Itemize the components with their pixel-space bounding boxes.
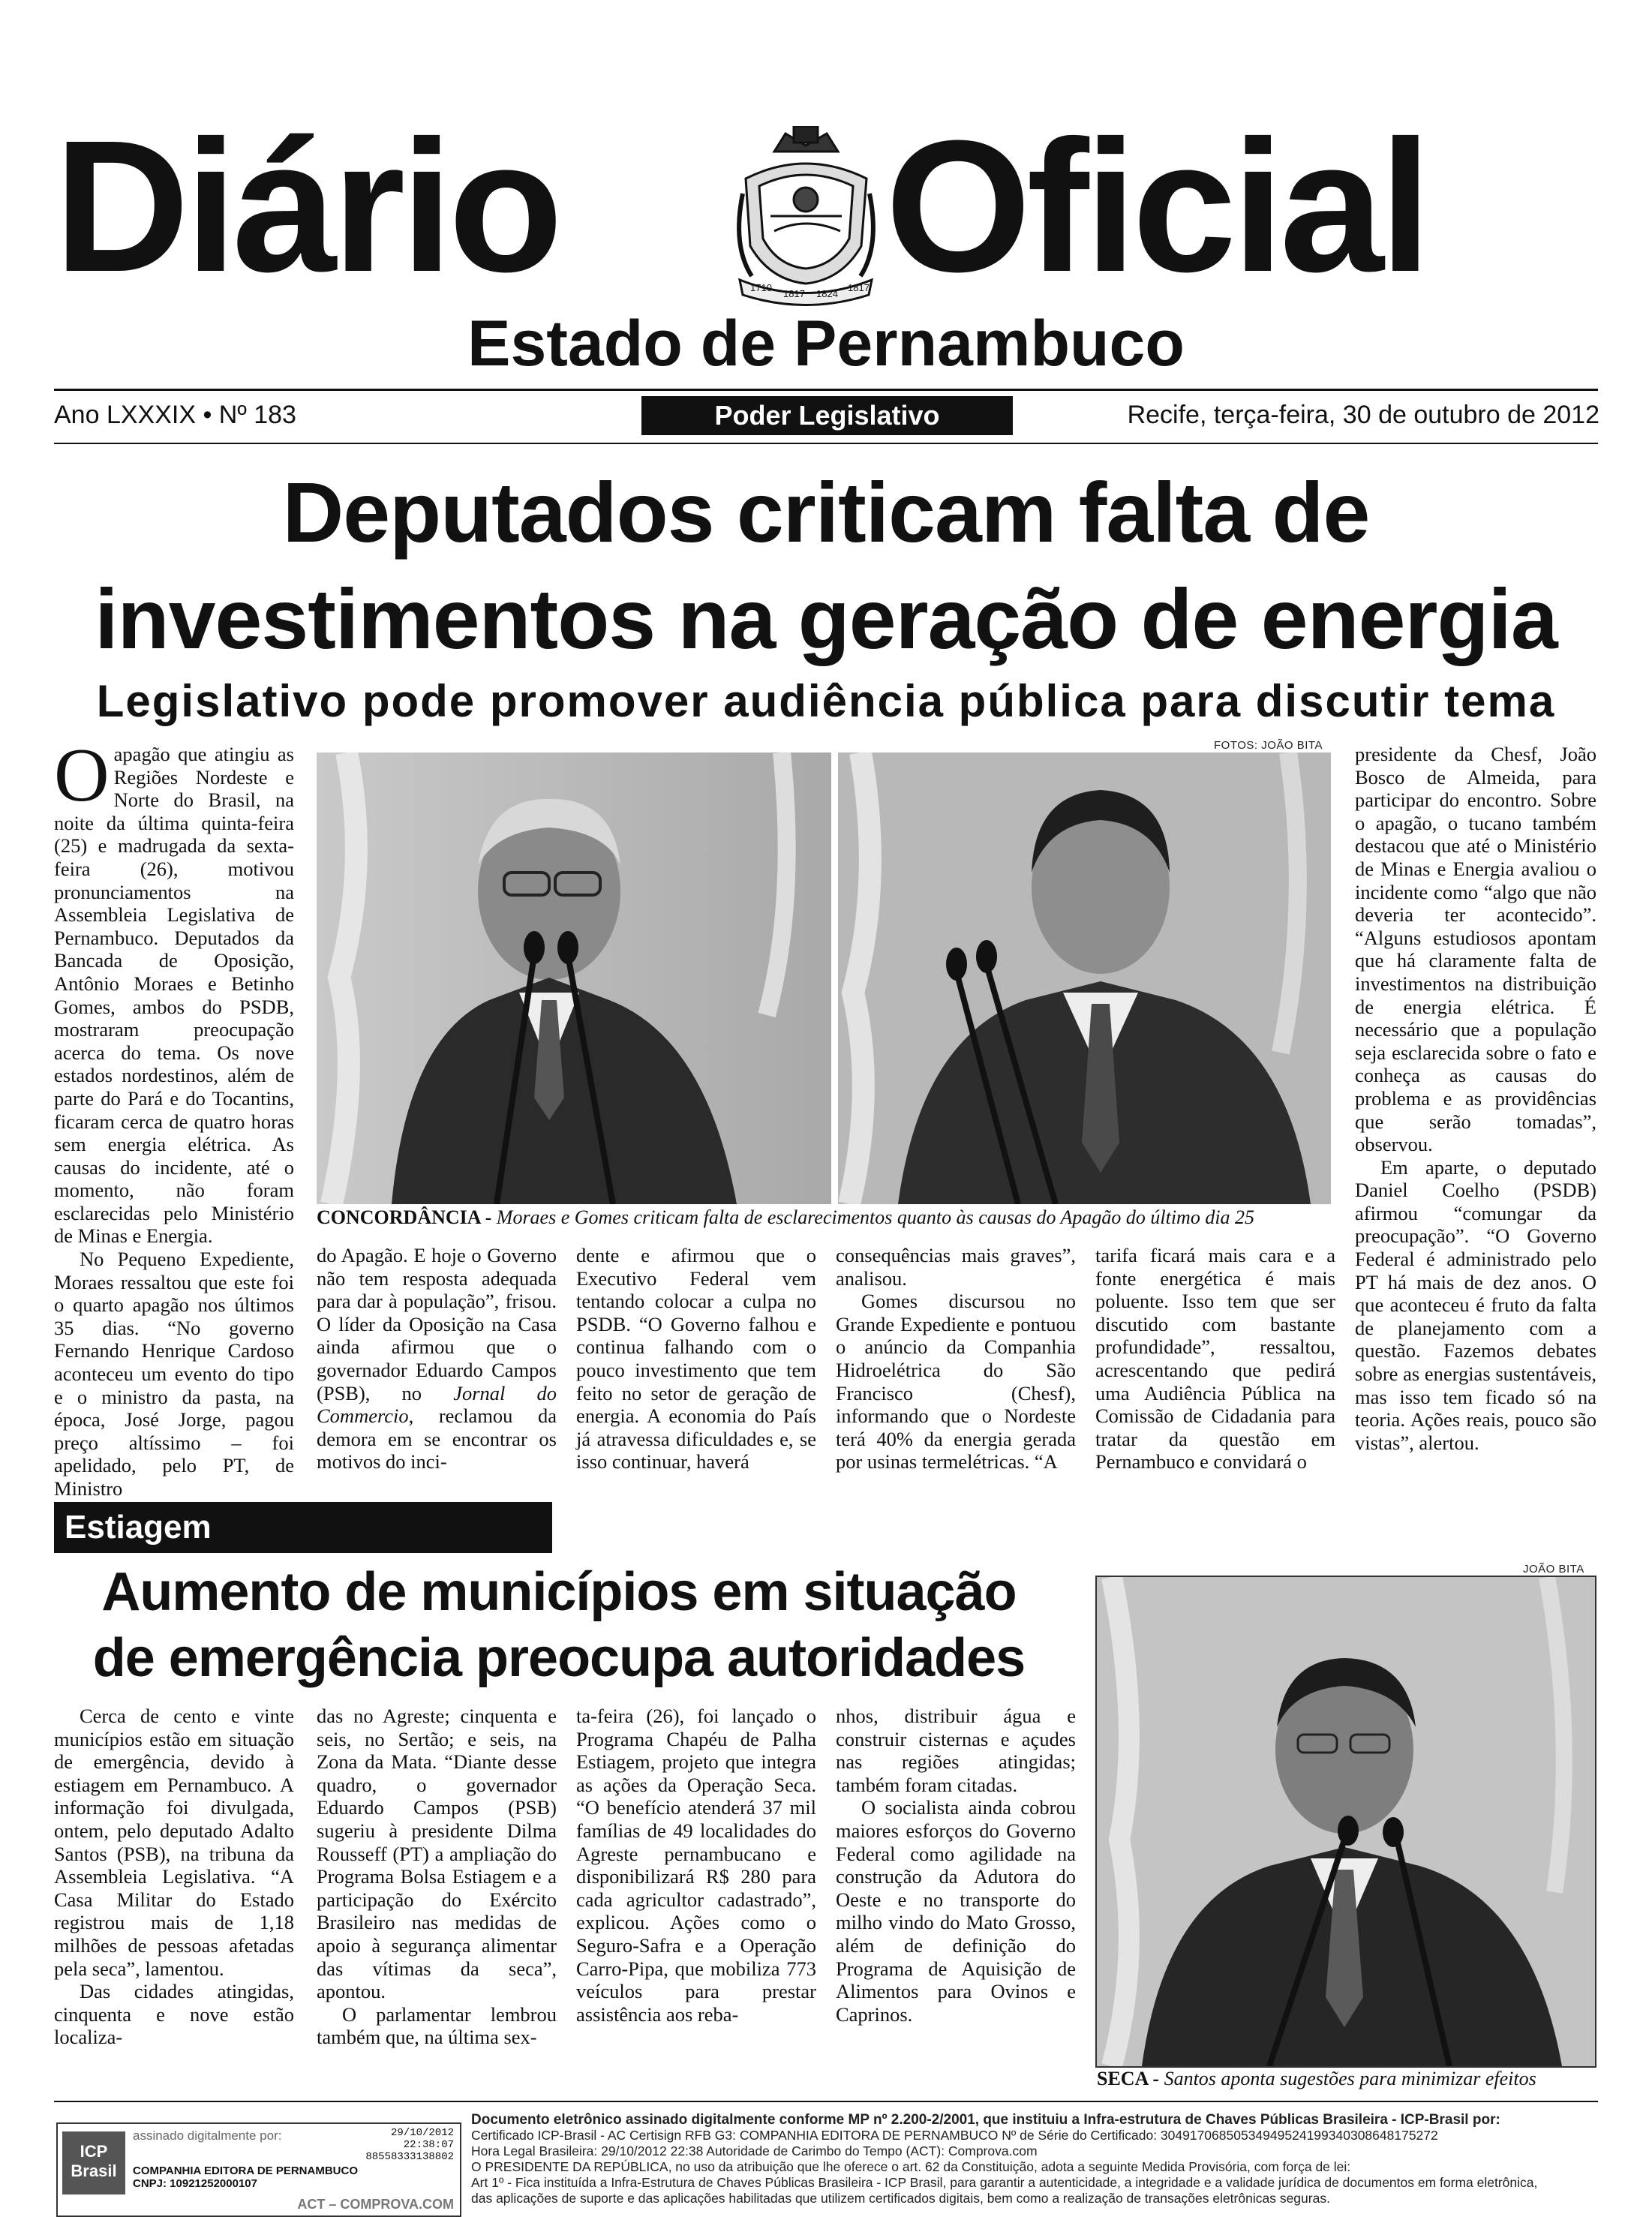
second-col4-paragraph2: O socialista ainda cobrou maiores esforços do Governo Federal como agilidade na construção da Adutora do Oeste e no transporte do milho vindo do Mato Grosso, além de definição do Programa de Aquisição de Alimentos para Ovinos e Caprinos. <box>836 1796 1076 2026</box>
second-col3-text: ta-feira (26), foi lançado o Programa Chapéu de Palha Estiagem, projeto que integra as ações da Operação Seca. “O benefício atenderá 37 mil famílias de 49 localidades do Agreste pernambucano e disponibilizará R$ 280 para cada agricultor cadastrado”, explicou. Ações como o Seguro-Safra e a Operação Carro-Pipa, que mobiliza 773 veículos para prestar assistência aos reba- <box>576 1705 816 2026</box>
lead-col6-paragraph2: Em aparte, o deputado Daniel Coelho (PSDB) afirmou “comungar da preocupação”. “O Governo Federal é administrado pelo PT há mais de dez anos. O que aconteceu é fruto da falta de planejamento com a questão. Fazemos debates sobre as energias sustentáveis, mas isso tem ficado só na teoria. Ações reais, pouco são vistas”, alertou. <box>1355 1155 1596 1454</box>
lead-headline <box>45 459 1607 672</box>
icp-brasil-logo <box>62 2131 125 2194</box>
lead-photo-credit: FOTOS: JOÃO BITA <box>1214 739 1323 752</box>
stamp-time: 22:38:07 <box>403 2139 454 2151</box>
masthead-bottom-rule <box>54 443 1598 444</box>
second-photo-credit: JOÃO BITA <box>1523 1563 1584 1576</box>
footer-rule <box>54 2101 1598 2102</box>
second-column-2 <box>317 1705 557 2049</box>
lead-headline-line1: Deputados criticam falta de <box>282 465 1370 560</box>
section-bar-estiagem: Estiagem <box>54 1502 552 1553</box>
seal-year-4: 1817 <box>848 282 870 293</box>
second-col1-paragraph2: Das cidades atingidas, cinquenta e nove estão localiza- <box>54 1980 294 2049</box>
state-coat-of-arms-seal <box>729 126 883 306</box>
digital-signature-stamp <box>56 2122 461 2217</box>
lead-col2-text-end: , reclamou da demora em se encontrar os motivos do inci- <box>317 1404 557 1473</box>
second-column-3 <box>576 1705 816 2026</box>
digital-signature-notice <box>471 2112 1604 2206</box>
notice-line4: O PRESIDENTE DA REPÚBLICA, no uso da atribuição que lhe oferece o art. 62 da Constituição, adota a seguinte Medida Provisória, com força de lei: <box>471 2159 1351 2174</box>
stamp-date: 29/10/2012 <box>390 2127 454 2139</box>
second-col2-paragraph2: O parlamentar lembrou também que, na última sex- <box>317 2002 557 2049</box>
lead-col2-newspaper: Jornal do Commercio <box>317 1381 557 1428</box>
lead-caption-text: Moraes e Gomes criticam falta de esclarecimentos quanto às causas do Apagão do último dia 25 <box>496 1206 1255 1228</box>
stamp-brand: ACT – COMPROVA.COM <box>297 2197 454 2212</box>
masthead <box>54 101 1599 315</box>
seal-year-2: 1817 <box>783 288 805 299</box>
edition-number: Ano LXXXIX • Nº 183 <box>54 401 296 429</box>
icp-brasil-logo-text: ICP Brasil <box>71 2142 117 2180</box>
dateline: Recife, terça-feira, 30 de outubro de 2012 <box>1127 401 1599 429</box>
stamp-company: COMPANHIA EDITORA DE PERNAMBUCO <box>133 2164 359 2177</box>
lead-col5-text: tarifa ficará mais cara e a fonte energética é mais poluente. Isso tem que ser discutido com bastante profundidade”, ressaltou, acrescentando que pedirá uma Audiência Pública na Comissão de Cidadania para tratar da questão em Pernambuco e convidará o <box>1095 1244 1335 1473</box>
second-headline-line1: Aumento de municípios em situação <box>101 1562 1017 1622</box>
stamp-cnpj: CNPJ: 10921252000107 <box>133 2177 257 2190</box>
notice-line5: Art 1º - Fica instituída a Infra-Estrutura de Chaves Públicas Brasileira - ICP Brasil, para garantir a autenticidade, a integridade e a validade jurídica de documentos em forma eletrônica, <box>471 2175 1538 2190</box>
notice-line1: Documento eletrônico assinado digitalmente conforme MP nº 2.200-2/2001, que instituiu a Infra-estrutura de Chaves Públicas Brasileira - ICP-Brasil por: <box>471 2112 1500 2128</box>
dropcap: O <box>54 733 110 818</box>
second-photo-caption <box>1097 2068 1598 2090</box>
lead-column-1 <box>54 733 294 1501</box>
lead-col1-paragraph2: No Pequeno Expediente, Moraes ressaltou que este foi o quarto apagão nos últimos 35 dias. “No governo Fernando Henrique Cardoso aconteceu um evento do tipo e o ministro da pasta, na época, José Jorge, pagou preço altíssimo – foi apelidado, pelo PT, de Ministro <box>54 1248 294 1500</box>
section-label-poder-legislativo: Poder Legislativo <box>641 396 1013 435</box>
notice-line2: Certificado ICP-Brasil - AC Certisign RFB G3: COMPANHIA EDITORA DE PERNAMBUCO Nº de Série do Certificado: 30491706850534949524199340308648175272 <box>471 2128 1438 2143</box>
lead-column-4 <box>836 1244 1076 1473</box>
lead-col3-text: dente e afirmou que o Executivo Federal vem tentando colocar a culpa no PSDB. “O Governo falhou e continua falhando com o pouco investimento que tem feito no setor de geração de energia. A economia do País já atravessa dificuldades e, se isso continuar, haverá <box>576 1244 816 1473</box>
lead-headline-line2: investimentos na geração de energia <box>95 572 1557 666</box>
lead-caption-label: CONCORDÂNCIA - <box>317 1206 492 1228</box>
masthead-title-left: Diário <box>54 101 559 311</box>
stamp-company-block <box>133 2164 358 2190</box>
stamp-code: 88558333138802 <box>365 2151 454 2163</box>
second-col2-paragraph1: das no Agreste; cinquenta e seis, no Sertão; e seis, na Zona da Mata. “Diante desse quadro, o governador Eduardo Campos (PSB) sugeriu à presidente Dilma Rousseff (PT) a ampliação do Programa Bolsa Estiagem e a participação do Exército Brasileiro nas medidas de apoio à segurança alimentar das vítimas da seca”, apontou. <box>317 1705 557 2003</box>
second-column-4 <box>836 1705 1076 2026</box>
lead-col4-paragraph2: Gomes discursou no Grande Expediente e pontuou o anúncio da Companhia Hidroelétrica do São Francisco (Chesf), informando que o Nordeste terá 40% da energia gerada por usinas termelétricas. “A <box>836 1290 1076 1473</box>
lead-col2-text: do Apagão. E hoje o Governo não tem resposta adequada para dar à população”, frisou. O líder da Oposição na Casa ainda afirmou que o governador Eduardo Campos (PSB), no <box>317 1244 557 1404</box>
masthead-title-right: Oficial <box>885 101 1428 311</box>
second-caption-text: Santos aponta sugestões para minimizar efeitos <box>1164 2068 1536 2089</box>
second-headline <box>45 1559 1073 1691</box>
masthead-top-rule <box>54 389 1598 391</box>
lead-col4-paragraph1: consequências mais graves”, analisou. <box>836 1244 1076 1290</box>
notice-line6: das aplicações de suporte e das aplicações habilitadas que utilizem certificados digitais, bem como a realização de transações eletrônicas seguras. <box>471 2191 1330 2206</box>
second-caption-label: SECA - <box>1097 2068 1160 2089</box>
photo-antonio-moraes <box>317 753 831 1204</box>
lead-column-2 <box>317 1244 557 1473</box>
lead-column-3 <box>576 1244 816 1473</box>
lead-col6-paragraph1: presidente da Chesf, João Bosco de Almeida, para participar do encontro. Sobre o apagão, o tucano também destacou que até o Ministério de Minas e Energia avaliou o incidente como “algo que não deveria ter acontecido”. “Alguns estudiosos apontam que há claramente falta de investimentos na distribuição de energia elétrica. É necessário que a população seja esclarecida sobre o fato e conheça as causas do problema e as providências que serão tomadas”, observou. <box>1355 743 1596 1156</box>
lead-col1-paragraph1: apagão que atingiu as Regiões Nordeste e Norte do Brasil, na noite da última quinta-feira (25) e madrugada da sexta-feira (26), motivou pronunciamentos na Assembleia Legislativa de Pernambuco. Deputados da Bancada de Oposição, Antônio Moraes e Betinho Gomes, ambos do PSDB, mostraram preocupação acerca do tema. Os nove estados nordestinos, além de parte do Pará e do Tocantins, ficaram cerca de quatro horas sem energia elétrica. As causas do incidente, até o momento, não foram esclarecidas pelo Ministério de Minas e Energia. <box>54 743 294 1248</box>
stamp-datetime <box>365 2127 454 2163</box>
seal-year-3: 1824 <box>816 288 838 299</box>
second-col4-paragraph1: nhos, distribuir água e construir cisternas e açudes nas regiões atingidas; também foram citadas. <box>836 1705 1076 1796</box>
lead-column-5 <box>1095 1244 1335 1473</box>
stamp-label: assinado digitalmente por: <box>133 2128 282 2143</box>
second-column-1 <box>54 1705 294 2049</box>
photo-adalto-santos <box>1095 1576 1596 2068</box>
second-col1-paragraph1: Cerca de cento e vinte municípios estão em situação de emergência, devido à estiagem em Pernambuco. A informação foi divulgada, ontem, pelo deputado Adalto Santos (PSB), na tribuna da Assembleia Legislativa. “A Casa Militar do Estado registrou mais de 1,18 milhões de pessoas afetadas pela seca”, lamentou. <box>54 1705 294 1980</box>
seal-year-1: 1710 <box>750 282 772 293</box>
second-headline-line2: de emergência preocupa autoridades <box>92 1628 1026 1688</box>
lead-deck: Legislativo pode promover audiência pública para discutir tema <box>96 676 1556 726</box>
lead-photo-caption <box>317 1206 1337 1229</box>
masthead-subtitle: Estado de Pernambuco <box>467 308 1185 380</box>
notice-line3: Hora Legal Brasileira: 29/10/2012 22:38 Autoridade de Carimbo do Tempo (ACT): Comprova.com <box>471 2143 1038 2158</box>
photo-betinho-gomes <box>838 753 1331 1204</box>
lead-column-6 <box>1355 743 1596 1454</box>
